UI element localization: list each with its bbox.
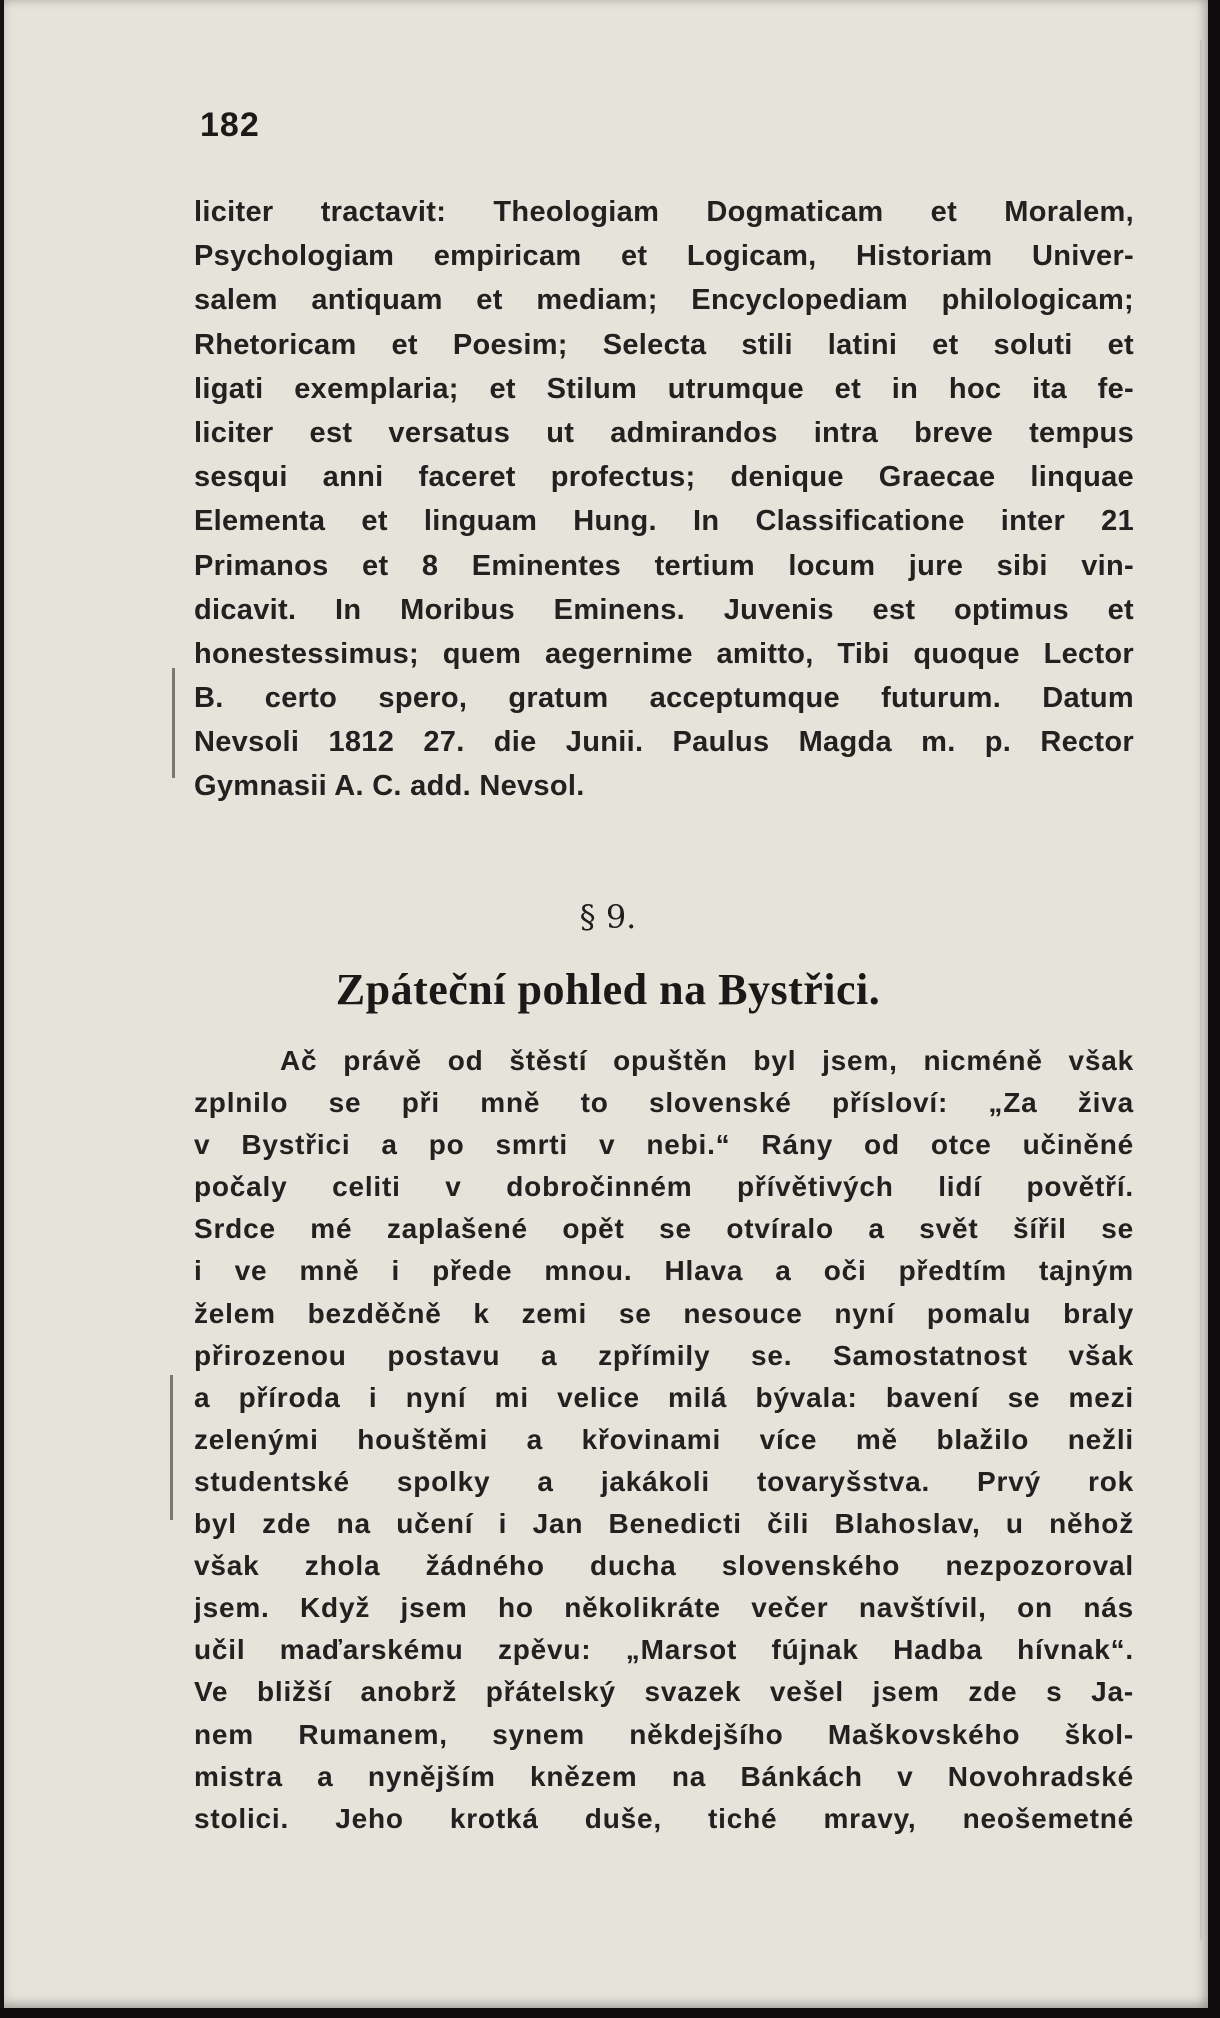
margin-mark — [172, 668, 175, 778]
text-line: želem bezděčně k zemi se nesouce nyní pomalu braly — [194, 1297, 1134, 1329]
text-line: i ve mně i přede mnou. Hlava a oči předtím tajným — [194, 1255, 1134, 1287]
text-line: Ve bližší anobrž přátelský svazek vešel jsem zde s Ja- — [194, 1676, 1134, 1708]
text-line: ligati exemplaria; et Stilum utrumque et in hoc ita fe- — [194, 372, 1134, 405]
page-edge-right — [1208, 0, 1220, 2018]
text-line: Primanos et 8 Eminentes tertium locum jure sibi vin- — [194, 549, 1134, 582]
text-line: salem antiquam et mediam; Encyclopediam philologicam; — [194, 284, 1134, 317]
text-line: dicavit. In Moribus Eminens. Juvenis est optimus et — [194, 593, 1134, 626]
text-line: Ač právě od štěstí opuštěn byl jsem, nicméně však — [280, 1045, 1134, 1076]
text-line: mistra a nynějším knězem na Bánkách v Novohradské — [194, 1760, 1134, 1792]
page-number: 182 — [200, 106, 260, 144]
czech-paragraph — [194, 1040, 1134, 1840]
book-page — [4, 0, 1212, 2008]
text-line: B. certo spero, gratum acceptumque futurum. Datum — [194, 682, 1134, 715]
text-line: studentské spolky a jakákoli tovaryšstva. Prvý rok — [194, 1465, 1134, 1497]
text-line: a příroda i nyní mi velice milá bývala: bavení se mezi — [194, 1381, 1134, 1413]
text-line: sesqui anni faceret profectus; denique Graecae linquae — [194, 461, 1134, 494]
text-line: Psychologiam empiricam et Logicam, Historiam Univer- — [194, 240, 1134, 273]
text-line: učil maďarskému zpěvu: „Marsot fújnak Hadba hívnak“. — [194, 1634, 1134, 1666]
text-line: byl zde na učení i Jan Benedicti čili Blahoslav, u něhož — [194, 1508, 1134, 1540]
page-edge-bottom — [0, 2008, 1220, 2018]
text-line: Nevsoli 1812 27. die Junii. Paulus Magda m. p. Rector — [194, 726, 1134, 759]
margin-mark — [170, 1375, 173, 1520]
text-line: Gymnasii A. C. add. Nevsol. — [194, 770, 585, 803]
text-line: v Bystřici a po smrti v nebi.“ Rány od otce učiněné — [194, 1129, 1134, 1161]
section-title: Zpáteční pohled na Bystřici. — [335, 965, 881, 1014]
margin-mark — [1200, 40, 1202, 1940]
text-line: počaly celiti v dobročinném přívětivých lidí povětří. — [194, 1171, 1134, 1203]
text-line: stolici. Jeho krotká duše, tiché mravy, neošemetné — [194, 1802, 1134, 1834]
text-line: jsem. Když jsem ho několikráte večer navštívil, on nás — [194, 1592, 1134, 1624]
text-line: Srdce mé zaplašené opět se otvíralo a svět šířil se — [194, 1213, 1134, 1245]
text-line: zelenými houštěmi a křovinami více mě blažilo nežli — [194, 1423, 1134, 1455]
latin-paragraph — [194, 190, 1134, 809]
text-line: liciter est versatus ut admirandos intra breve tempus — [194, 416, 1134, 449]
text-line: honestessimus; quem aegernime amitto, Tibi quoque Lector — [194, 637, 1134, 670]
text-line: však zhola žádného ducha slovenského nezpozoroval — [194, 1550, 1134, 1582]
text-line: zplnilo se při mně to slovenské přísloví: „Za živa — [194, 1087, 1134, 1119]
text-line: přirozenou postavu a zpřímily se. Samostatnost však — [194, 1339, 1134, 1371]
text-line: Rhetoricam et Poesim; Selecta stili latini et soluti et — [194, 328, 1134, 361]
text-line: liciter tractavit: Theologiam Dogmaticam et Moralem, — [194, 196, 1134, 228]
text-line: nem Rumanem, synem někdejšího Maškovského škol- — [194, 1718, 1134, 1750]
section-number: § 9. — [579, 898, 637, 936]
text-line: Elementa et linguam Hung. In Classificatione inter 21 — [194, 505, 1134, 538]
